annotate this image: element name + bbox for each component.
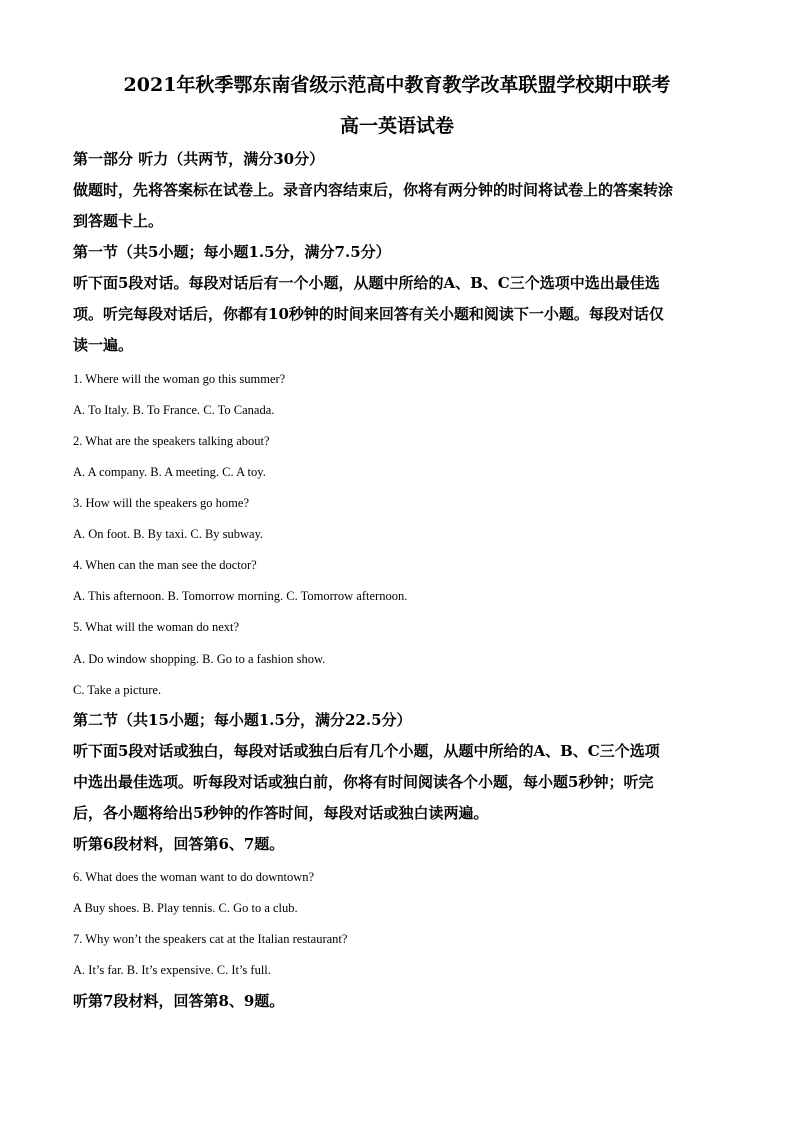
question-4-options: A. This afternoon. B. Tomorrow morning. C. Tomorrow afternoon. [73,589,408,603]
group-6-heading: 听第6段材料，回答第6、7题。 [73,835,285,853]
question-5-options-cont: C. Take a picture. [73,683,162,697]
question-7: 7. Why won’t the speakers cat at the Italian restaurant? [73,932,348,946]
question-1: 1. Where will the woman go this summer? [73,372,286,386]
exam-title: 2021年秋季鄂东南省级示范高中教育教学改革联盟学校期中联考 [123,74,671,96]
section2-instruction-line-3: 后，各小题将给出5秒钟的作答时间，每段对话或独白读两遍。 [73,804,489,822]
question-6-options: A Buy shoes. B. Play tennis. C. Go to a club. [73,901,298,915]
question-7-options: A. It’s far. B. It’s expensive. C. It’s full. [73,963,271,977]
question-3-options: A. On foot. B. By taxi. C. By subway. [73,527,264,541]
section2-instruction-line-2: 中选出最佳选项。听每段对话或独白前，你将有时间阅读各个小题，每小题5秒钟；听完 [73,773,654,791]
part1-instruction-line-1: 做题时，先将答案标在试卷上。录音内容结束后，你将有两分钟的时间将试卷上的答案转涂 [73,181,674,199]
section1-heading: 第一节（共5小题；每小题1.5分，满分7.5分） [73,243,391,261]
question-5: 5. What will the woman do next? [73,620,240,634]
question-2-options: A. A company. B. A meeting. C. A toy. [73,465,266,479]
question-6: 6. What does the woman want to do downtown? [73,870,315,884]
question-3: 3. How will the speakers go home? [73,496,250,510]
section2-instruction-line-1: 听下面5段对话或独白，每段对话或独白后有几个小题，从题中所给的A、B、C三个选项 [73,742,660,760]
group-7-heading: 听第7段材料，回答第8、9题。 [73,992,285,1010]
part1-instruction-line-2: 到答题卡上。 [73,212,164,230]
section2-heading: 第二节（共15小题；每小题1.5分，满分22.5分） [73,711,412,729]
section1-instruction-line-2: 项。听完每段对话后，你都有10秒钟的时间来回答有关小题和阅读下一小题。每段对话仅 [73,305,664,323]
question-5-options: A. Do window shopping. B. Go to a fashion show. [73,652,326,666]
exam-subtitle: 高一英语试卷 [339,115,454,137]
section1-instruction-line-1: 听下面5段对话。每段对话后有一个小题，从题中所给的A、B、C三个选项中选出最佳选 [73,274,660,292]
question-2: 2. What are the speakers talking about? [73,434,270,448]
question-4: 4. When can the man see the doctor? [73,558,257,572]
question-1-options: A. To Italy. B. To France. C. To Canada. [73,403,275,417]
part1-heading: 第一部分 听力（共两节，满分30分） [73,150,325,168]
section1-instruction-line-3: 读一遍。 [73,336,134,354]
